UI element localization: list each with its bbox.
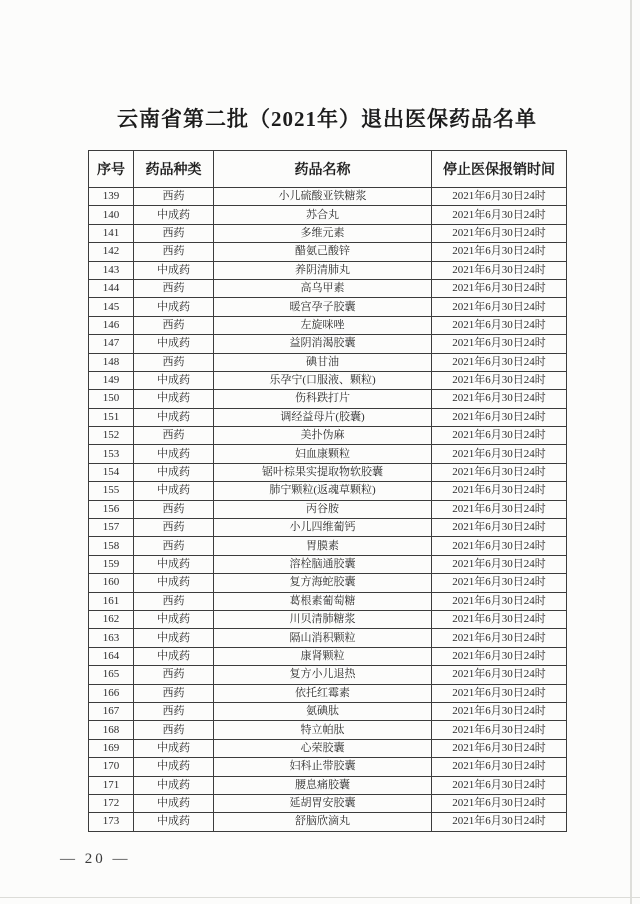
row-number-cell: 142 <box>89 243 134 261</box>
table-row <box>89 371 567 389</box>
drug-name-cell: 康肾颗粒 <box>214 647 432 665</box>
table-row <box>89 500 567 518</box>
table-row <box>89 335 567 353</box>
stop-time-cell: 2021年6月30日24时 <box>432 482 567 500</box>
drug-name-cell: 川贝清肺糖浆 <box>214 610 432 628</box>
drug-name-cell: 延胡胃安胶囊 <box>214 794 432 812</box>
drug-name-cell: 醋氨己酸锌 <box>214 243 432 261</box>
stop-time-cell: 2021年6月30日24时 <box>432 279 567 297</box>
drug-category-cell: 西药 <box>134 279 214 297</box>
drug-category-cell: 中成药 <box>134 408 214 426</box>
table-header-row <box>89 151 567 188</box>
table-row <box>89 721 567 739</box>
drug-name-cell: 胃膜素 <box>214 537 432 555</box>
drug-name-cell: 小儿四维葡钙 <box>214 519 432 537</box>
stop-time-cell: 2021年6月30日24时 <box>432 353 567 371</box>
drug-category-cell: 西药 <box>134 353 214 371</box>
row-number-cell: 165 <box>89 666 134 684</box>
drug-category-cell: 西药 <box>134 537 214 555</box>
table-row <box>89 739 567 757</box>
stop-time-cell: 2021年6月30日24时 <box>432 592 567 610</box>
row-number-cell: 171 <box>89 776 134 794</box>
drug-category-cell: 西药 <box>134 427 214 445</box>
drug-name-cell: 多维元素 <box>214 224 432 242</box>
stop-time-cell: 2021年6月30日24时 <box>432 519 567 537</box>
row-number-cell: 150 <box>89 390 134 408</box>
drug-category-cell: 西药 <box>134 666 214 684</box>
stop-time-cell: 2021年6月30日24时 <box>432 371 567 389</box>
drug-name-cell: 高乌甲素 <box>214 279 432 297</box>
row-number-cell: 164 <box>89 647 134 665</box>
header-drug-name: 药品名称 <box>214 151 432 188</box>
drug-category-cell: 中成药 <box>134 335 214 353</box>
drug-name-cell: 丙谷胺 <box>214 500 432 518</box>
row-number-cell: 160 <box>89 574 134 592</box>
row-number-cell: 166 <box>89 684 134 702</box>
stop-time-cell: 2021年6月30日24时 <box>432 298 567 316</box>
drug-name-cell: 妇血康颗粒 <box>214 445 432 463</box>
row-number-cell: 152 <box>89 427 134 445</box>
scan-edge-artifact-bottom <box>0 897 640 898</box>
table-row <box>89 592 567 610</box>
drug-category-cell: 中成药 <box>134 610 214 628</box>
stop-time-cell: 2021年6月30日24时 <box>432 647 567 665</box>
table-row <box>89 794 567 812</box>
drug-name-cell: 苏合丸 <box>214 206 432 224</box>
drug-category-cell: 中成药 <box>134 482 214 500</box>
drug-name-cell: 溶栓脑通胶囊 <box>214 555 432 573</box>
stop-time-cell: 2021年6月30日24时 <box>432 776 567 794</box>
drug-category-cell: 西药 <box>134 316 214 334</box>
drug-name-cell: 调经益母片(胶囊) <box>214 408 432 426</box>
drug-category-cell: 中成药 <box>134 813 214 831</box>
row-number-cell: 169 <box>89 739 134 757</box>
table-row <box>89 298 567 316</box>
table-row <box>89 408 567 426</box>
header-stop-reimbursement-time: 停止医保报销时间 <box>432 151 567 188</box>
stop-time-cell: 2021年6月30日24时 <box>432 537 567 555</box>
table-row <box>89 224 567 242</box>
drug-category-cell: 中成药 <box>134 206 214 224</box>
drug-category-cell: 西药 <box>134 519 214 537</box>
row-number-cell: 149 <box>89 371 134 389</box>
row-number-cell: 143 <box>89 261 134 279</box>
drug-category-cell: 中成药 <box>134 371 214 389</box>
drug-category-cell: 中成药 <box>134 555 214 573</box>
row-number-cell: 139 <box>89 188 134 206</box>
row-number-cell: 163 <box>89 629 134 647</box>
drug-category-cell: 中成药 <box>134 390 214 408</box>
page-number-footer: — 20 — <box>60 851 131 867</box>
drug-category-cell: 西药 <box>134 500 214 518</box>
table-row <box>89 353 567 371</box>
drug-category-cell: 中成药 <box>134 574 214 592</box>
drug-name-cell: 复方海蛇胶囊 <box>214 574 432 592</box>
stop-time-cell: 2021年6月30日24时 <box>432 813 567 831</box>
drug-name-cell: 复方小儿退热 <box>214 666 432 684</box>
drug-category-cell: 中成药 <box>134 463 214 481</box>
stop-time-cell: 2021年6月30日24时 <box>432 702 567 720</box>
table-row <box>89 684 567 702</box>
drug-category-cell: 中成药 <box>134 758 214 776</box>
drug-category-cell: 西药 <box>134 684 214 702</box>
drug-name-cell: 小儿硫酸亚铁糖浆 <box>214 188 432 206</box>
drug-exit-table <box>88 150 567 832</box>
drug-name-cell: 肺宁颗粒(返魂草颗粒) <box>214 482 432 500</box>
drug-name-cell: 暖宫孕子胶囊 <box>214 298 432 316</box>
row-number-cell: 153 <box>89 445 134 463</box>
drug-category-cell: 西药 <box>134 224 214 242</box>
drug-name-cell: 养阴清肺丸 <box>214 261 432 279</box>
row-number-cell: 155 <box>89 482 134 500</box>
row-number-cell: 158 <box>89 537 134 555</box>
stop-time-cell: 2021年6月30日24时 <box>432 610 567 628</box>
row-number-cell: 144 <box>89 279 134 297</box>
stop-time-cell: 2021年6月30日24时 <box>432 427 567 445</box>
drug-category-cell: 中成药 <box>134 298 214 316</box>
stop-time-cell: 2021年6月30日24时 <box>432 316 567 334</box>
drug-name-cell: 碘甘油 <box>214 353 432 371</box>
stop-time-cell: 2021年6月30日24时 <box>432 335 567 353</box>
stop-time-cell: 2021年6月30日24时 <box>432 666 567 684</box>
row-number-cell: 140 <box>89 206 134 224</box>
drug-name-cell: 隔山消积颗粒 <box>214 629 432 647</box>
stop-time-cell: 2021年6月30日24时 <box>432 390 567 408</box>
row-number-cell: 145 <box>89 298 134 316</box>
table-row <box>89 666 567 684</box>
table-row <box>89 390 567 408</box>
drug-category-cell: 中成药 <box>134 794 214 812</box>
row-number-cell: 161 <box>89 592 134 610</box>
row-number-cell: 147 <box>89 335 134 353</box>
drug-table-body <box>89 188 567 832</box>
stop-time-cell: 2021年6月30日24时 <box>432 224 567 242</box>
table-row <box>89 463 567 481</box>
table-row <box>89 629 567 647</box>
drug-name-cell: 氨碘肽 <box>214 702 432 720</box>
drug-category-cell: 西药 <box>134 702 214 720</box>
row-number-cell: 141 <box>89 224 134 242</box>
drug-category-cell: 中成药 <box>134 776 214 794</box>
stop-time-cell: 2021年6月30日24时 <box>432 261 567 279</box>
stop-time-cell: 2021年6月30日24时 <box>432 555 567 573</box>
stop-time-cell: 2021年6月30日24时 <box>432 408 567 426</box>
drug-name-cell: 乐孕宁(口服液、颗粒) <box>214 371 432 389</box>
drug-name-cell: 益阴消渴胶囊 <box>214 335 432 353</box>
row-number-cell: 146 <box>89 316 134 334</box>
table-row <box>89 243 567 261</box>
row-number-cell: 159 <box>89 555 134 573</box>
table-row <box>89 261 567 279</box>
stop-time-cell: 2021年6月30日24时 <box>432 500 567 518</box>
drug-category-cell: 中成药 <box>134 261 214 279</box>
table-row <box>89 555 567 573</box>
stop-time-cell: 2021年6月30日24时 <box>432 188 567 206</box>
stop-time-cell: 2021年6月30日24时 <box>432 721 567 739</box>
drug-name-cell: 依托红霉素 <box>214 684 432 702</box>
drug-name-cell: 葛根素葡萄糖 <box>214 592 432 610</box>
table-row <box>89 519 567 537</box>
table-row <box>89 758 567 776</box>
table-row <box>89 188 567 206</box>
row-number-cell: 162 <box>89 610 134 628</box>
row-number-cell: 167 <box>89 702 134 720</box>
drug-category-cell: 西药 <box>134 243 214 261</box>
drug-category-cell: 中成药 <box>134 739 214 757</box>
drug-name-cell: 锯叶棕果实提取物软胶囊 <box>214 463 432 481</box>
table-row <box>89 813 567 831</box>
scan-edge-artifact-right <box>630 0 632 904</box>
document-title: 云南省第二批（2021年）退出医保药品名单 <box>117 107 537 131</box>
drug-category-cell: 中成药 <box>134 445 214 463</box>
stop-time-cell: 2021年6月30日24时 <box>432 739 567 757</box>
drug-category-cell: 西药 <box>134 188 214 206</box>
table-row <box>89 702 567 720</box>
header-serial-number: 序号 <box>89 151 134 188</box>
row-number-cell: 151 <box>89 408 134 426</box>
row-number-cell: 170 <box>89 758 134 776</box>
stop-time-cell: 2021年6月30日24时 <box>432 206 567 224</box>
table-row <box>89 206 567 224</box>
drug-name-cell: 特立帕肽 <box>214 721 432 739</box>
table-row <box>89 427 567 445</box>
drug-category-cell: 西药 <box>134 592 214 610</box>
stop-time-cell: 2021年6月30日24时 <box>432 684 567 702</box>
table-row <box>89 445 567 463</box>
stop-time-cell: 2021年6月30日24时 <box>432 243 567 261</box>
table-row <box>89 482 567 500</box>
row-number-cell: 168 <box>89 721 134 739</box>
table-row <box>89 776 567 794</box>
drug-name-cell: 舒脑欣滴丸 <box>214 813 432 831</box>
stop-time-cell: 2021年6月30日24时 <box>432 758 567 776</box>
drug-name-cell: 美扑伪麻 <box>214 427 432 445</box>
header-drug-category: 药品种类 <box>134 151 214 188</box>
table-row <box>89 610 567 628</box>
drug-name-cell: 妇科止带胶囊 <box>214 758 432 776</box>
table-row <box>89 574 567 592</box>
table-row <box>89 537 567 555</box>
row-number-cell: 172 <box>89 794 134 812</box>
drug-category-cell: 中成药 <box>134 629 214 647</box>
row-number-cell: 154 <box>89 463 134 481</box>
drug-name-cell: 心荣胶囊 <box>214 739 432 757</box>
stop-time-cell: 2021年6月30日24时 <box>432 629 567 647</box>
stop-time-cell: 2021年6月30日24时 <box>432 463 567 481</box>
row-number-cell: 156 <box>89 500 134 518</box>
stop-time-cell: 2021年6月30日24时 <box>432 574 567 592</box>
table-row <box>89 279 567 297</box>
row-number-cell: 157 <box>89 519 134 537</box>
drug-category-cell: 中成药 <box>134 647 214 665</box>
drug-name-cell: 左旋咪唑 <box>214 316 432 334</box>
table-row <box>89 316 567 334</box>
stop-time-cell: 2021年6月30日24时 <box>432 445 567 463</box>
drug-name-cell: 伤科跌打片 <box>214 390 432 408</box>
row-number-cell: 173 <box>89 813 134 831</box>
drug-category-cell: 西药 <box>134 721 214 739</box>
drug-name-cell: 腰息痛胶囊 <box>214 776 432 794</box>
stop-time-cell: 2021年6月30日24时 <box>432 794 567 812</box>
table-row <box>89 647 567 665</box>
row-number-cell: 148 <box>89 353 134 371</box>
